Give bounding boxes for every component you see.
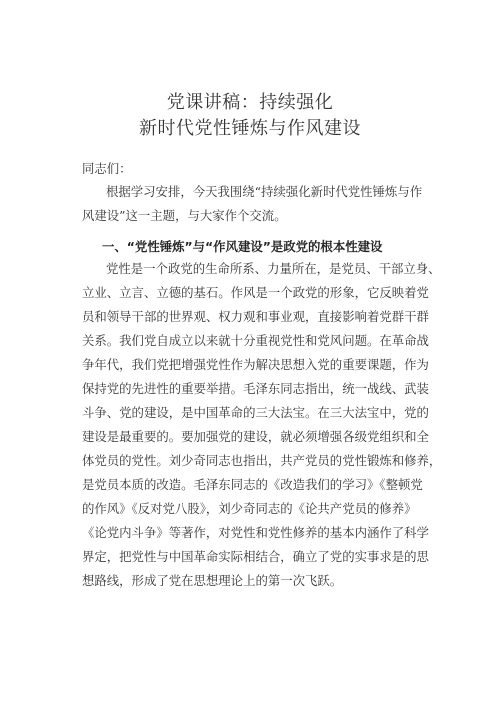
section-heading: 一、“党性锤炼”与“作风建设”是政党的根本性建设: [102, 239, 383, 254]
document-title-line-1: 党课讲稿：持续强化: [166, 92, 334, 113]
body-paragraph-line: 《论党内斗争》等著作，对党性和党性修养的基本内涵作了科学: [82, 525, 429, 540]
body-paragraph-line: 的作风》《反对党八股》，刘少奇同志的《论共产党员的修养》: [82, 501, 417, 516]
body-paragraph-line: 建设是最重要的。要加强党的建设，就必须增强各级党组织和全: [82, 429, 429, 444]
body-paragraph-line: 员和领导干部的世界观、权力观和事业观，直接影响着党群干群: [82, 309, 429, 324]
body-paragraph-line: 保持党的先进性的重要举措。毛泽东同志指出，统一战线、武装: [82, 381, 429, 396]
body-paragraph-line: 争年代，我们党把增强党性作为解决思想入党的重要课题，作为: [82, 357, 429, 372]
body-paragraph-line: 体党员的党性。刘少奇同志也指出，共产党员的党性锻炼和修养，: [82, 453, 442, 468]
salutation: 同志们：: [82, 161, 132, 176]
body-paragraph-line: 党性是一个政党的生命所系、力量所在，是党员、干部立身、: [106, 261, 441, 276]
body-paragraph-line: 斗争、党的建设，是中国革命的三大法宝。在三大法宝中，党的: [82, 405, 429, 420]
body-paragraph-line: 是党员本质的改造。毛泽东同志的《改造我们的学习》《整顿党: [82, 477, 423, 492]
document-title-line-2: 新时代党性锤炼与作风建设: [139, 118, 361, 139]
body-paragraph-line: 关系。我们党自成立以来就十分重视党性和党风问题。在革命战: [82, 333, 429, 348]
body-paragraph-line: 想路线，形成了党在思想理论上的第一次飞跃。: [82, 573, 343, 588]
body-paragraph-line: 界定，把党性与中国革命实际相结合，确立了党的实事求是的思: [82, 549, 429, 564]
intro-paragraph-line: 风建设”这一主题，与大家作个交流。: [82, 208, 287, 223]
intro-paragraph-line: 根据学习安排，今天我围绕“持续强化新时代党性锤炼与作: [106, 184, 423, 199]
body-paragraph-line: 立业、立言、立德的基石。作风是一个政党的形象，它反映着党: [82, 285, 429, 300]
